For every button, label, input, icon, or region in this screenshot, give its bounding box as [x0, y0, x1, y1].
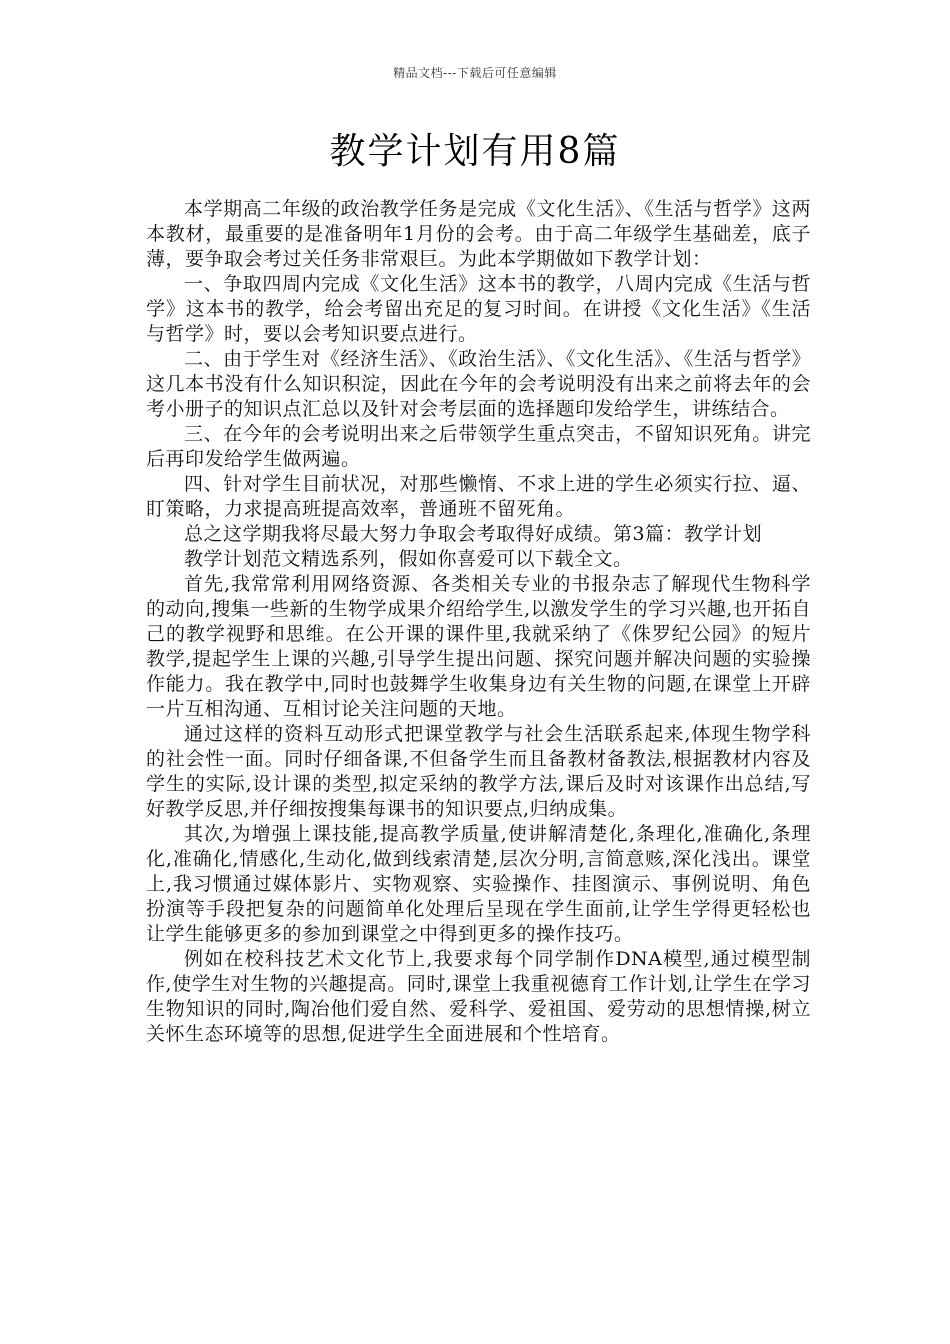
paragraph: 二、由于学生对《经济生活》、《政治生活》、《文化生活》、《生活与哲学》这几本书没有什么知识积淀，因此在今年的会考说明没有出来之前将去年的会考小册子的知识点汇总以及针对会考层面的选择题印发给学生，讲练结合。 — [146, 348, 811, 420]
paragraph: 例如在校科技艺术文化节上,我要求每个同学制作DNA模型,通过模型制作,使学生对生物的兴趣提高。同时,课堂上我重视德育工作计划,让学生在学习生物知识的同时,陶冶他们爱自然、爱科学、爱祖国、爱劳动的思想情操,树立关怀生态环境等的思想,促进学生全面进展和个性培育。 — [146, 948, 811, 1045]
paragraph: 本学期高二年级的政治教学任务是完成《文化生活》、《生活与哲学》这两本教材，最重要的是准备明年1月份的会考。由于高二年级学生基础差，底子薄，要争取会考过关任务非常艰巨。为此本学期做如下教学计划： — [146, 198, 811, 270]
paragraph: 其次,为增强上课技能,提高教学质量,使讲解清楚化,条理化,准确化,条理化,准确化,情感化,生动化,做到线索清楚,层次分明,言简意赅,深化浅出。课堂上,我习惯通过媒体影片、实物观察、实验操作、挂图演示、事例说明、角色扮演等手段把复杂的问题简单化处理后呈现在学生面前,让学生学得更轻松也让学生能够更多的参加到课堂之中得到更多的操作技巧。 — [146, 823, 811, 945]
paragraph: 总之这学期我将尽最大努力争取会考取得好成绩。第3篇：教学计划 — [184, 523, 763, 545]
page-title: 教学计划有用8篇 — [329, 131, 621, 172]
header-note: 精品文档---下载后可任意编辑 — [393, 66, 557, 80]
document-body — [146, 197, 811, 1047]
paragraph: 四、针对学生目前状况，对那些懒惰、不求上进的学生必须实行拉、逼、盯策略，力求提高班提高效率，普通班不留死角。 — [146, 473, 811, 520]
paragraph: 一、争取四周内完成《文化生活》这本书的教学，八周内完成《生活与哲学》这本书的教学，给会考留出充足的复习时间。在讲授《文化生活》《生活与哲学》时，要以会考知识要点进行。 — [146, 273, 811, 345]
paragraph: 教学计划范文精选系列，假如你喜爱可以下载全文。 — [184, 548, 633, 570]
paragraph: 首先,我常常利用网络资源、各类相关专业的书报杂志了解现代生物科学的动向,搜集一些新的生物学成果介绍给学生,以激发学生的学习兴趣,也开拓自己的教学视野和思维。在公开课的课件里,我就采纳了《侏罗纪公园》的短片教学,提起学生上课的兴趣,引导学生提出问题、探究问题并解决问题的实验操作能力。我在教学中,同时也鼓舞学生收集身边有关生物的问题,在课堂上开辟一片互相沟通、互相讨论关注问题的天地。 — [146, 573, 811, 720]
paragraph: 三、在今年的会考说明出来之后带领学生重点突击，不留知识死角。讲完后再印发给学生做两遍。 — [146, 423, 811, 470]
paragraph: 通过这样的资料互动形式把课堂教学与社会生活联系起来,体现生物学科的社会性一面。同时仔细备课,不但备学生而且备教材备教法,根据教材内容及学生的实际,设计课的类型,拟定采纳的教学方法,课后及时对该课作出总结,写好教学反思,并仔细按搜集每课书的知识要点,归纳成集。 — [146, 723, 811, 820]
